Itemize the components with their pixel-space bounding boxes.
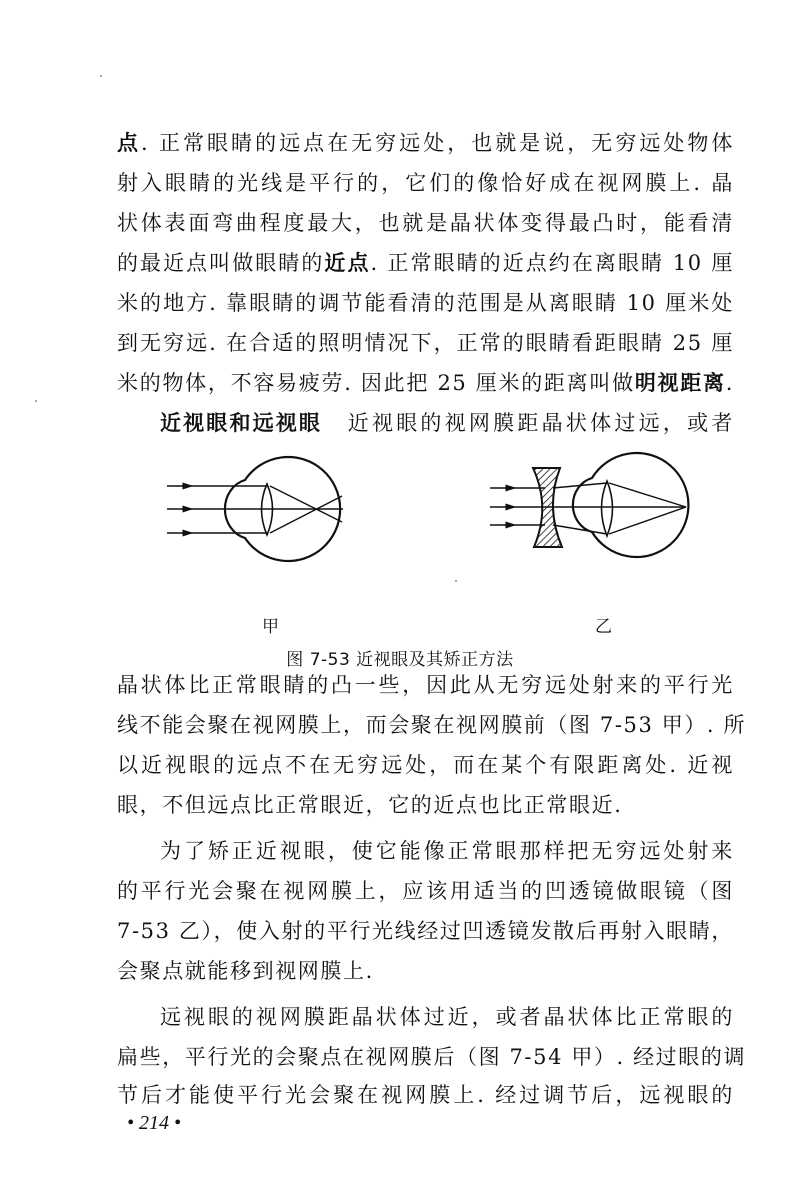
text-line: 的平行光会聚在视网膜上，应该用适当的凹透镜做眼镜（图 [117, 879, 734, 903]
text-line: 眼，不但远点比正常眼近，它的近点也比正常眼近. [117, 793, 623, 817]
term-near-point: 近点 [324, 251, 371, 275]
text-line: 到无穷远. 在合适的照明情况下，正常的眼睛看距眼睛 25 厘 [117, 331, 734, 355]
text-line: 点. 正常眼睛的远点在无穷远处，也就是说，无穷远处物体 [117, 131, 734, 155]
scan-speck [100, 75, 102, 77]
term-far-point: 点 [117, 131, 142, 155]
text-line: 近视眼和远视眼 近视眼的视网膜距晶状体过远，或者 [160, 411, 735, 435]
text-line: 的最近点叫做眼睛的近点. 正常眼睛的近点约在离眼睛 10 厘 [117, 251, 734, 275]
text-line: 节后才能使平行光会聚在视网膜上. 经过调节后，远视眼的 [117, 1083, 734, 1107]
scan-speck [455, 580, 457, 582]
figure-label-a: 甲 [262, 617, 279, 637]
text-line: 晶状体比正常眼睛的凸一些，因此从无穷远处射来的平行光 [117, 673, 734, 697]
text-line: 米的物体，不容易疲劳. 因此把 25 厘米的距离叫做明视距离. [117, 371, 734, 395]
text-line: 状体表面弯曲程度最大，也就是晶状体变得最凸时，能看清 [117, 211, 734, 235]
text-line: 会聚点就能移到视网膜上. [117, 959, 374, 983]
page-number: • 214 • [127, 1112, 182, 1134]
text-line: 远视眼的视网膜距晶状体过近，或者晶状体比正常眼的 [160, 1005, 734, 1029]
text-line: 米的地方. 靠眼睛的调节能看清的范围是从离眼睛 10 厘米处 [117, 291, 734, 315]
term-distance-of-distinct-vision: 明视距离 [634, 371, 726, 395]
section-heading: 近视眼和远视眼 [160, 411, 323, 435]
figure-caption: 图 7-53 近视眼及其矫正方法 [286, 650, 514, 670]
scan-speck [35, 400, 37, 402]
text-line: 7-53 乙），使入射的平行光线经过凹透镜发散后再射入眼睛， [117, 919, 734, 943]
text-line: 以近视眼的远点不在无穷远处，而在某个有限距离处. 近视 [117, 753, 734, 777]
text-line: 扁些，平行光的会聚点在视网膜后（图 7-54 甲）. 经过眼的调 [117, 1045, 747, 1069]
text-line: 为了矫正近视眼，使它能像正常眼那样把无穷远处射来 [160, 839, 734, 863]
figure-label-b: 乙 [595, 617, 612, 637]
myopic-eye-diagram [167, 457, 343, 561]
corrected-eye-diagram [490, 453, 688, 557]
text-line: 射入眼睛的光线是平行的，它们的像恰好成在视网膜上. 晶 [117, 171, 734, 195]
text-line: 线不能会聚在视网膜上，而会聚在视网膜前（图 7-53 甲）. 所 [117, 713, 747, 737]
